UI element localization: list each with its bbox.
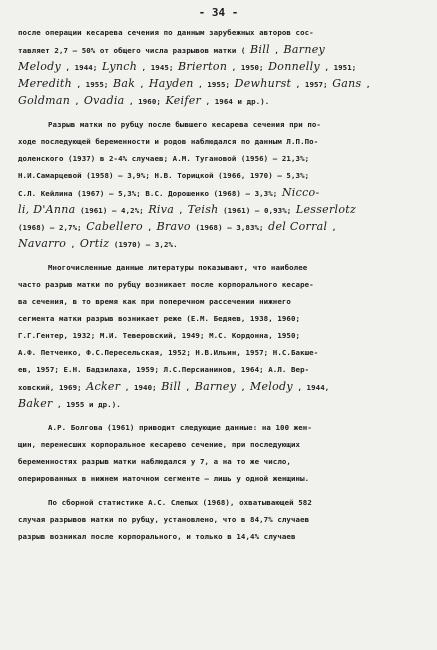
handwritten-name: Barney [194, 380, 237, 393]
typed-text: , [174, 206, 188, 215]
handwritten-name: Meredith [18, 77, 73, 90]
typed-text: , [327, 223, 337, 232]
text-line [18, 184, 423, 201]
text-line [18, 92, 423, 109]
handwritten-name: Melody [249, 380, 293, 393]
typed-text: , 1951; [319, 63, 357, 72]
handwritten-name: Navarro [18, 237, 67, 250]
handwritten-name: Brierton [178, 60, 228, 73]
typed-text: Г.Г.Гентер, 1932; М.И. Теверовский, 1949; М.С. Кордонна, 1950; [18, 331, 301, 340]
typed-text: , [181, 383, 195, 392]
text-line [18, 133, 423, 150]
text-line [18, 116, 423, 133]
typed-text: , [361, 80, 371, 89]
text-line [18, 167, 423, 184]
handwritten-name: li, D'Anna [18, 203, 76, 216]
handwritten-name: Keifer [165, 94, 202, 107]
handwritten-name: Nicco- [281, 186, 320, 199]
paragraph [18, 24, 423, 109]
typed-text: А.Р. Болгова (1961) приводит следующие данные: на 100 жен- [48, 423, 312, 432]
handwritten-name: Bill [161, 380, 182, 393]
typed-text: часто разрыв матки по рубцу возникает после корпорального кесаре- [18, 280, 314, 289]
handwritten-name: Lynch [101, 60, 138, 73]
typed-text: , [269, 46, 284, 55]
text-line [18, 41, 423, 58]
typed-text: , 1955; [72, 80, 113, 89]
typed-text: щин, перенесших корпоральное кесарево сечение, при последующих [18, 440, 301, 449]
text-line [18, 276, 423, 293]
text-line [18, 235, 423, 252]
text-line [18, 310, 423, 327]
typed-text: Н.И.Самарцевой (1958) – 3,9%; Н.В. Торицкой (1966, 1970) – 5,3%; [18, 171, 310, 180]
text-line [18, 470, 423, 487]
typed-text: (1968) – 3,83%; [190, 223, 269, 232]
paragraph [18, 259, 423, 412]
typed-text: , [142, 223, 157, 232]
handwritten-name: Ovadia [83, 94, 125, 107]
typed-text: , [135, 80, 149, 89]
typed-text: (1961) – 4,2%; [75, 206, 149, 215]
typed-text: , 1960; [124, 97, 166, 106]
typed-text: , 1940; [120, 383, 162, 392]
typed-text: , 1950; [227, 63, 269, 72]
typed-text: , 1964 и др.). [201, 97, 270, 106]
handwritten-name: Dewhurst [234, 77, 292, 90]
text-line [18, 528, 423, 545]
typed-text: тавляет 2,7 – 50% от общего числа разрывов матки ( [18, 46, 251, 55]
text-line [18, 361, 423, 378]
page-number: - 34 - [198, 6, 239, 19]
typed-text: А.Ф. Петченко, Ф.С.Пересельская, 1952; Н.В.Ильин, 1957; Н.С.Бакше- [18, 348, 319, 357]
text-line [18, 494, 423, 511]
handwritten-name: Lesserlotz [295, 203, 357, 216]
typed-text: разрыв возникал после корпорального, и только в 14,4% случаев [18, 532, 296, 541]
handwritten-name: Melody [18, 60, 61, 73]
typed-text: , [66, 240, 80, 249]
typed-text: ховский, 1969; [18, 383, 87, 392]
handwritten-name: Riva [148, 203, 175, 216]
typed-text: , [236, 383, 250, 392]
handwritten-name: Acker [86, 380, 121, 393]
paragraph [18, 494, 423, 545]
typed-text: оперированных в нижнем маточном сегменте – лишь у одной женщины. [18, 474, 310, 483]
typed-text: , 1955; [193, 80, 235, 89]
typed-text: (1968) – 2,7%; [18, 223, 87, 232]
typed-text: , 1944, [292, 383, 330, 392]
typed-text: ходе последующей беременности и родов наблюдался по данным Л.П.По- [18, 137, 319, 146]
text-body [18, 24, 423, 552]
typed-text: Разрыв матки по рубцу после бывшего кесарева сечения при по- [48, 120, 321, 129]
text-line [18, 436, 423, 453]
typed-text: случая разрывов матки по рубцу, установлено, что в 84,7% случаев [18, 515, 310, 524]
text-line [18, 511, 423, 528]
handwritten-name: Ortiz [79, 237, 110, 250]
text-line [18, 327, 423, 344]
text-line [18, 201, 423, 218]
paragraph [18, 419, 423, 487]
handwritten-name: Baker [18, 397, 53, 410]
text-line [18, 344, 423, 361]
handwritten-name: Donnelly [268, 60, 320, 73]
typed-text: С.Л. Кейлина (1967) – 5,3%; В.С. Дорошенко (1968) – 3,3%; [18, 189, 282, 198]
typed-text: По сборной статистике А.С. Слепых (1968), охватывающей 582 [48, 498, 312, 507]
typed-text: (1970) – 3,2%. [109, 240, 178, 249]
handwritten-name: Bill [250, 43, 270, 56]
text-line [18, 58, 423, 75]
handwritten-name: Bak [112, 77, 136, 90]
typed-text: , 1955 и др.). [52, 400, 121, 409]
handwritten-name: Hayden [148, 77, 194, 90]
handwritten-name: Goldman [18, 94, 71, 107]
typed-text: (1961) – 0,93%; [218, 206, 296, 215]
handwritten-name: Cabellero [86, 220, 143, 233]
handwritten-name: Gans [332, 77, 362, 90]
text-line [18, 24, 423, 41]
typed-text: , [70, 97, 84, 106]
typed-text: , 1945; [137, 63, 179, 72]
text-line [18, 259, 423, 276]
text-line [18, 378, 423, 395]
typed-text: , 1957; [291, 80, 333, 89]
handwritten-name: Teish [187, 203, 219, 216]
typed-text: Многочисленные данные литературы показывают, что наиболее [48, 263, 308, 272]
text-line [18, 150, 423, 167]
text-line [18, 293, 423, 310]
typed-text: беременностях разрыв матки наблюдался у 7, а на то же число, [18, 457, 291, 466]
text-line [18, 395, 423, 412]
typed-text: ев, 1957; Е.Н. Бадзилаха, 1959; Л.С.Персианинов, 1964; А.Л. Вер- [18, 365, 310, 374]
typed-text: после операции кесарева сечения по данным зарубежных авторов сос- [18, 28, 314, 37]
handwritten-name: del Corral [268, 220, 328, 233]
typed-text: сегмента матки разрыв возникает реже (Е.М. Бедяев, 1938, 1960; [18, 314, 301, 323]
typed-text: ва сечения, в то время как при поперечном рассечении нижнего [18, 297, 291, 306]
handwritten-name: Barney [283, 43, 326, 56]
paragraph [18, 116, 423, 252]
text-line [18, 453, 423, 470]
text-line [18, 218, 423, 235]
typed-text: , 1944; [60, 63, 102, 72]
text-line [18, 75, 423, 92]
handwritten-name: Bravo [156, 220, 191, 233]
typed-text: доленского (1937) в 2-4% случаев; А.М. Тугановой (1956) – 21,3%; [18, 154, 310, 163]
text-line [18, 419, 423, 436]
